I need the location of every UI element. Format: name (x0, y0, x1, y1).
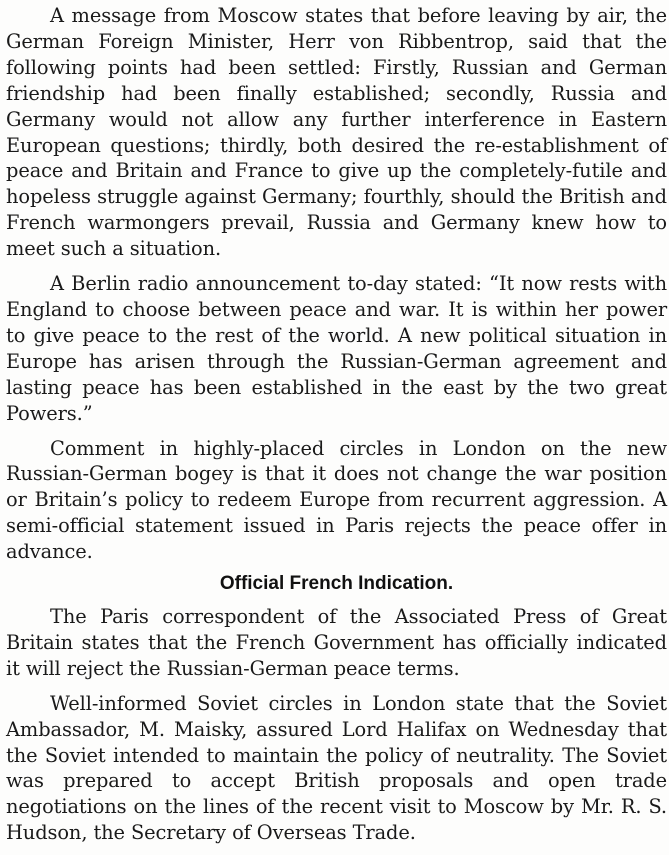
paragraph-london-comment: Comment in highly-placed circles in London on the new Russian-German bogey is that it does not change the war position or Britain’s policy to redeem Europe from recurrent aggression. A semi-official statement issued in Paris rejects the peace offer in advance. (6, 436, 667, 564)
paragraph-ribbentrop-message: A message from Moscow states that before leaving by air, the German Foreign Minister, Herr von Ribbentrop, said that the following points had been settled: Firstly, Russian and German friendship had been finally established; secondly, Russia and Germany would not allow any further interference in Eastern European questions; thirdly, both desired the re-establishment of peace and Britain and France to give up the completely-futile and hopeless struggle against Germany; fourthly, should the British and French warmongers prevail, Russia and Germany knew how to meet such a situation. (6, 4, 667, 261)
section-heading: Official French Indication. (219, 573, 454, 595)
paragraph-berlin-radio: A Berlin radio announcement to-day stated: “It now rests with England to choose between peace and war. It is within her power to give peace to the rest of the world. A new political situation in Europe has arisen through the Russian-German agreement and lasting peace has been established in the east by the two great Powers.” (6, 272, 667, 425)
paragraph-soviet-circles: Well-informed Soviet circles in London state that the Soviet Ambassador, M. Maisky, assured Lord Halifax on Wednesday that the Soviet intended to maintain the policy of neutrality. The Soviet was prepared to accept British proposals and open trade negotiations on the lines of the recent visit to Moscow by Mr. R. S. Hudson, the Secretary of Overseas Trade. (6, 691, 667, 845)
paragraph-paris-correspondent: The Paris correspondent of the Associated Press of Great Britain states that the French Government has officially indicated it will reject the Russian-German peace terms. (6, 605, 667, 680)
